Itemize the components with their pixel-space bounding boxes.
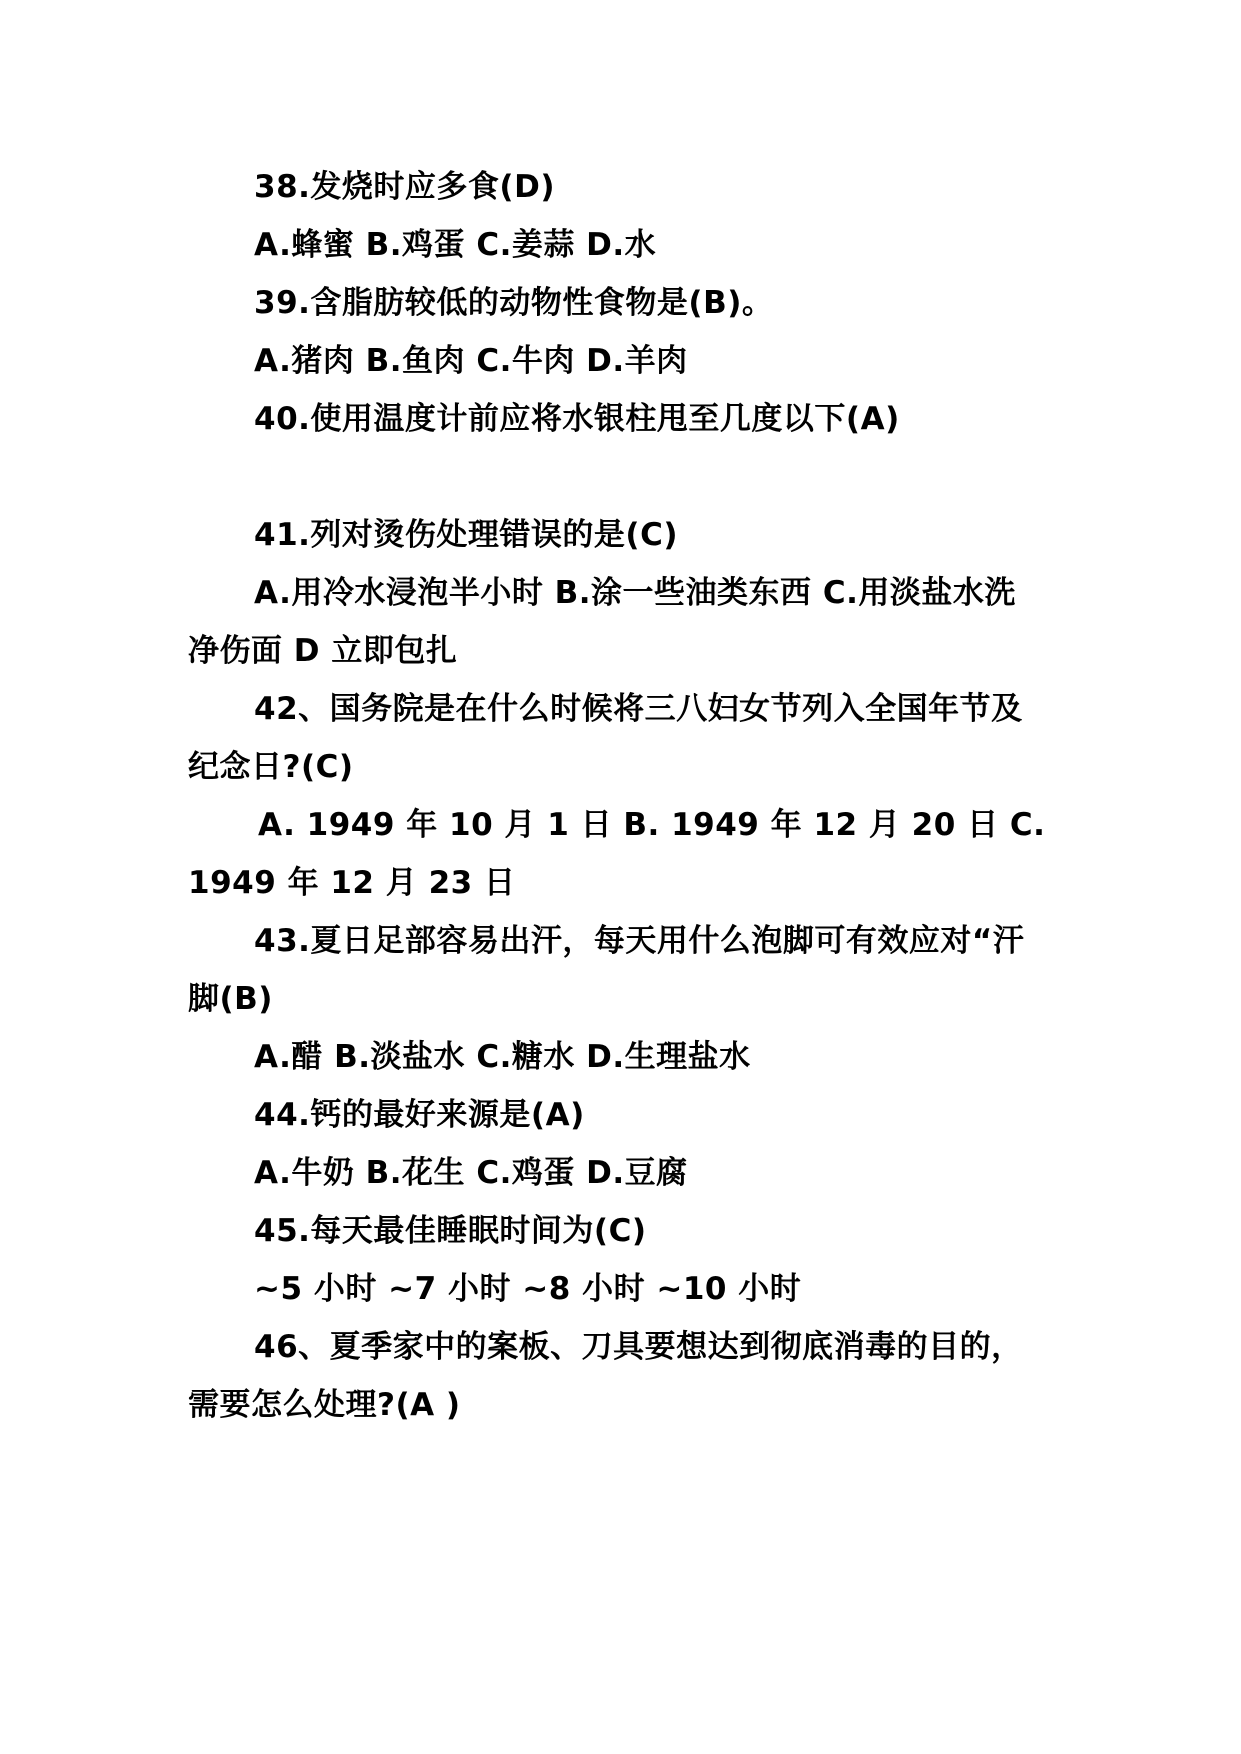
options-42-line2: 1949 年 12 月 23 日	[188, 865, 516, 901]
options-39: A.猪肉 B.鱼肉 C.牛肉 D.羊肉	[254, 343, 688, 379]
question-40: 40.使用温度计前应将水银柱甩至几度以下(A)	[254, 401, 900, 437]
options-43: A.醋 B.淡盐水 C.糖水 D.生理盐水	[254, 1039, 751, 1075]
question-44: 44.钙的最好来源是(A)	[254, 1097, 585, 1133]
question-43-line2: 脚(B)	[188, 981, 273, 1017]
options-38: A.蜂蜜 B.鸡蛋 C.姜蒜 D.水	[254, 227, 657, 263]
options-44: A.牛奶 B.花生 C.鸡蛋 D.豆腐	[254, 1155, 688, 1191]
options-45: ~5 小时 ~7 小时 ~8 小时 ~10 小时	[254, 1271, 802, 1307]
question-38: 38.发烧时应多食(D)	[254, 169, 555, 205]
question-46-line2: 需要怎么处理?(A )	[188, 1387, 461, 1423]
question-39: 39.含脂肪较低的动物性食物是(B)。	[254, 285, 774, 321]
question-42-line2: 纪念日?(C)	[188, 749, 354, 785]
question-45: 45.每天最佳睡眠时间为(C)	[254, 1213, 647, 1249]
options-42-line1: A. 1949 年 10 月 1 日 B. 1949 年 12 月 20 日 C.	[258, 807, 1046, 843]
question-41: 41.列对烫伤处理错误的是(C)	[254, 517, 679, 553]
options-41-line2: 净伤面 D 立即包扎	[188, 633, 458, 669]
question-42-line1: 42、国务院是在什么时候将三八妇女节列入全国年节及	[254, 691, 1023, 727]
options-41-line1: A.用冷水浸泡半小时 B.涂一些油类东西 C.用淡盐水洗	[254, 575, 1016, 611]
question-46-line1: 46、夏季家中的案板、刀具要想达到彻底消毒的目的，	[254, 1329, 1023, 1365]
question-43-line1: 43.夏日足部容易出汗，每天用什么泡脚可有效应对“汗	[254, 923, 1025, 959]
